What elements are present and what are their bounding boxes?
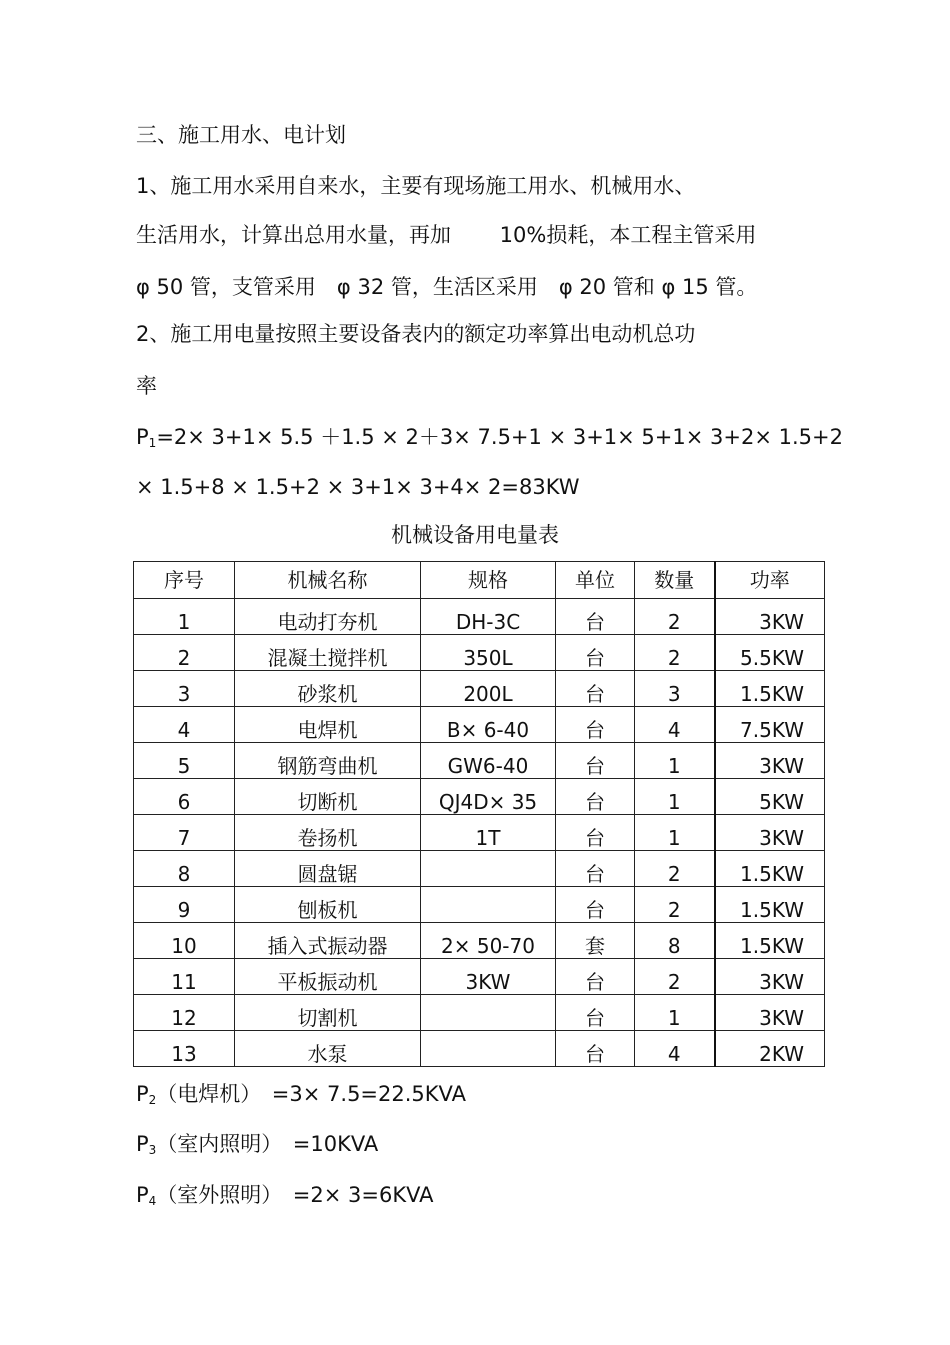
cell-quantity: 4 bbox=[635, 1031, 715, 1067]
table-row bbox=[134, 1031, 825, 1067]
cell-quantity: 1 bbox=[635, 743, 715, 779]
cell-index: 8 bbox=[134, 851, 235, 887]
cell-machine-name: 卷扬机 bbox=[235, 815, 421, 851]
cell-spec: 3KW bbox=[421, 959, 556, 995]
cell-machine-name: 平板振动机 bbox=[235, 959, 421, 995]
p2-text: （电焊机） =3× 7.5=22.5KVA bbox=[156, 1082, 466, 1106]
p1-formula bbox=[136, 424, 843, 456]
cell-spec: 1T bbox=[421, 815, 556, 851]
cell-machine-name: 水泵 bbox=[235, 1031, 421, 1067]
cell-machine-name: 切割机 bbox=[235, 995, 421, 1031]
table-body bbox=[134, 599, 825, 1067]
p2-subscript: 2 bbox=[148, 1093, 157, 1107]
cell-unit: 台 bbox=[556, 743, 635, 779]
cell-unit: 台 bbox=[556, 959, 635, 995]
p4-text: （室外照明） =2× 3=6KVA bbox=[156, 1183, 434, 1207]
cell-quantity: 1 bbox=[635, 815, 715, 851]
header-index: 序号 bbox=[134, 562, 235, 599]
table-row bbox=[134, 851, 825, 887]
cell-spec: 350L bbox=[421, 635, 556, 671]
header-spec: 规格 bbox=[421, 562, 556, 599]
cell-spec: DH-3C bbox=[421, 599, 556, 635]
cell-unit: 台 bbox=[556, 671, 635, 707]
cell-unit: 台 bbox=[556, 635, 635, 671]
cell-spec bbox=[421, 995, 556, 1031]
cell-index: 12 bbox=[134, 995, 235, 1031]
water-paragraph-line-3: φ 50 管，支管采用 φ 32 管，生活区采用 φ 20 管和 φ 15 管。 bbox=[136, 275, 758, 299]
p2-line bbox=[136, 1081, 466, 1113]
cell-power: 3KW bbox=[715, 959, 825, 995]
cell-machine-name: 刨板机 bbox=[235, 887, 421, 923]
power-paragraph-line-1: 2、施工用电量按照主要设备表内的额定功率算出电动机总功 bbox=[136, 322, 696, 346]
p3-subscript: 3 bbox=[148, 1143, 157, 1157]
p1-subscript: 1 bbox=[148, 436, 157, 450]
cell-unit: 台 bbox=[556, 887, 635, 923]
cell-spec bbox=[421, 851, 556, 887]
cell-machine-name: 钢筋弯曲机 bbox=[235, 743, 421, 779]
cell-spec: QJ4D× 35 bbox=[421, 779, 556, 815]
cell-unit: 台 bbox=[556, 815, 635, 851]
cell-quantity: 1 bbox=[635, 995, 715, 1031]
cell-power: 5KW bbox=[715, 779, 825, 815]
cell-quantity: 2 bbox=[635, 635, 715, 671]
cell-quantity: 2 bbox=[635, 887, 715, 923]
equipment-power-table bbox=[133, 561, 825, 1067]
cell-quantity: 2 bbox=[635, 959, 715, 995]
cell-index: 11 bbox=[134, 959, 235, 995]
power-paragraph-line-2: 率 bbox=[136, 374, 157, 398]
table-row bbox=[134, 671, 825, 707]
cell-index: 1 bbox=[134, 599, 235, 635]
p4-line bbox=[136, 1182, 434, 1214]
water-paragraph-line-1: 1、施工用水采用自来水，主要有现场施工用水、机械用水、 bbox=[136, 174, 696, 198]
cell-index: 5 bbox=[134, 743, 235, 779]
cell-machine-name: 插入式振动器 bbox=[235, 923, 421, 959]
p4-subscript: 4 bbox=[148, 1194, 157, 1208]
cell-spec: 2× 50-70 bbox=[421, 923, 556, 959]
section-title: 三、施工用水、电计划 bbox=[136, 123, 346, 147]
cell-unit: 台 bbox=[556, 851, 635, 887]
cell-machine-name: 砂浆机 bbox=[235, 671, 421, 707]
p3-text: （室内照明） =10KVA bbox=[156, 1132, 379, 1156]
cell-index: 6 bbox=[134, 779, 235, 815]
table-row bbox=[134, 815, 825, 851]
table-header-row bbox=[134, 562, 825, 599]
cell-unit: 台 bbox=[556, 599, 635, 635]
cell-quantity: 1 bbox=[635, 779, 715, 815]
header-power: 功率 bbox=[715, 562, 825, 599]
cell-index: 3 bbox=[134, 671, 235, 707]
table-caption: 机械设备用电量表 bbox=[391, 523, 559, 547]
cell-power: 1.5KW bbox=[715, 887, 825, 923]
cell-spec: GW6-40 bbox=[421, 743, 556, 779]
cell-spec: B× 6-40 bbox=[421, 707, 556, 743]
header-unit: 单位 bbox=[556, 562, 635, 599]
header-machine-name: 机械名称 bbox=[235, 562, 421, 599]
p2-label: P bbox=[136, 1082, 149, 1106]
table-row bbox=[134, 599, 825, 635]
cell-unit: 台 bbox=[556, 707, 635, 743]
p4-label: P bbox=[136, 1183, 149, 1207]
table-row bbox=[134, 923, 825, 959]
cell-quantity: 8 bbox=[635, 923, 715, 959]
table-row bbox=[134, 959, 825, 995]
cell-quantity: 3 bbox=[635, 671, 715, 707]
cell-machine-name: 电动打夯机 bbox=[235, 599, 421, 635]
cell-machine-name: 切断机 bbox=[235, 779, 421, 815]
cell-power: 3KW bbox=[715, 815, 825, 851]
cell-unit: 台 bbox=[556, 995, 635, 1031]
cell-quantity: 2 bbox=[635, 599, 715, 635]
cell-power: 7.5KW bbox=[715, 707, 825, 743]
table-row bbox=[134, 779, 825, 815]
cell-index: 7 bbox=[134, 815, 235, 851]
cell-power: 5.5KW bbox=[715, 635, 825, 671]
cell-power: 3KW bbox=[715, 743, 825, 779]
cell-spec bbox=[421, 887, 556, 923]
cell-power: 1.5KW bbox=[715, 923, 825, 959]
cell-index: 13 bbox=[134, 1031, 235, 1067]
table-row bbox=[134, 995, 825, 1031]
header-quantity: 数量 bbox=[635, 562, 715, 599]
p3-line bbox=[136, 1131, 378, 1163]
table-row bbox=[134, 887, 825, 923]
cell-power: 3KW bbox=[715, 599, 825, 635]
cell-quantity: 2 bbox=[635, 851, 715, 887]
p1-formula-text: =2× 3+1× 5.5 ＋1.5 × 2＋3× 7.5+1 × 3+1× 5+1× 3+2× 1.5+2 bbox=[156, 425, 843, 449]
cell-power: 2KW bbox=[715, 1031, 825, 1067]
p3-label: P bbox=[136, 1132, 149, 1156]
cell-index: 9 bbox=[134, 887, 235, 923]
table-row bbox=[134, 743, 825, 779]
cell-spec bbox=[421, 1031, 556, 1067]
table-row bbox=[134, 707, 825, 743]
cell-machine-name: 混凝土搅拌机 bbox=[235, 635, 421, 671]
cell-index: 10 bbox=[134, 923, 235, 959]
cell-power: 3KW bbox=[715, 995, 825, 1031]
water-paragraph-line-2: 生活用水，计算出总用水量，再加 10%损耗，本工程主管采用 bbox=[136, 223, 757, 247]
cell-power: 1.5KW bbox=[715, 851, 825, 887]
cell-spec: 200L bbox=[421, 671, 556, 707]
cell-index: 4 bbox=[134, 707, 235, 743]
cell-quantity: 4 bbox=[635, 707, 715, 743]
cell-machine-name: 电焊机 bbox=[235, 707, 421, 743]
p1-formula-continued: × 1.5+8 × 1.5+2 × 3+1× 3+4× 2=83KW bbox=[136, 475, 580, 499]
cell-unit: 台 bbox=[556, 779, 635, 815]
p1-label: P bbox=[136, 425, 149, 449]
cell-unit: 台 bbox=[556, 1031, 635, 1067]
table-row bbox=[134, 635, 825, 671]
cell-machine-name: 圆盘锯 bbox=[235, 851, 421, 887]
cell-power: 1.5KW bbox=[715, 671, 825, 707]
cell-unit: 套 bbox=[556, 923, 635, 959]
cell-index: 2 bbox=[134, 635, 235, 671]
